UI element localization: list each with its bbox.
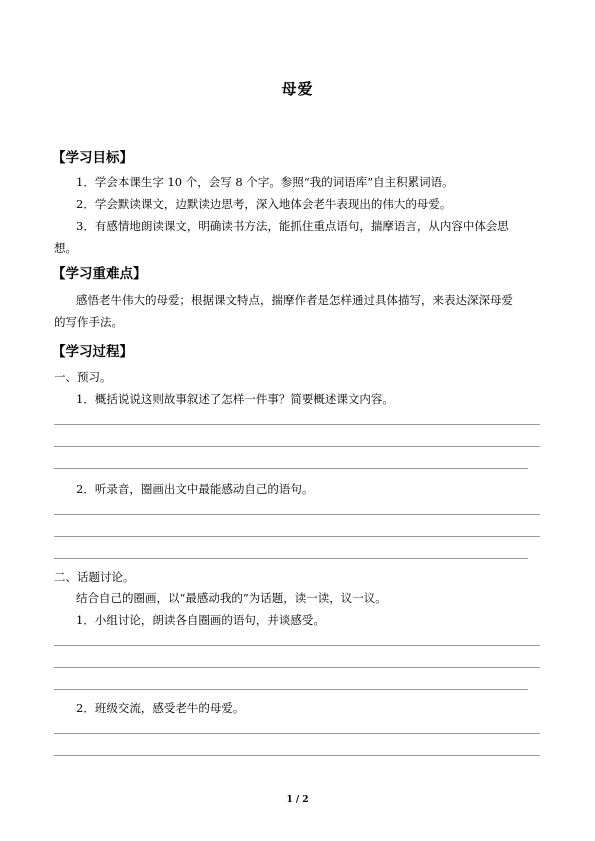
goal-item-2: 2．学会默读课文，边默读边思考，深入地体会老牛表现出的伟大的母爱。: [76, 197, 452, 211]
answer-line: [54, 424, 540, 425]
answer-line: [54, 667, 540, 668]
document-title: 母爱: [281, 80, 314, 98]
learning-process-heading: 【学习过程】: [52, 344, 133, 360]
answer-line: [54, 468, 528, 469]
answer-line: [54, 689, 528, 690]
answer-line: [54, 733, 540, 734]
answer-line: [54, 755, 540, 756]
key-points-heading: 【学习重难点】: [52, 266, 147, 282]
goal-item-1: 1．学会本课生字 10 个，会写 8 个字。参照“我的词语库”自主积累词语。: [76, 175, 454, 189]
answer-line: [54, 536, 540, 537]
goal-item-3: 3．有感情地朗读课文，明确读书方法，能抓住重点语句，揣摩语言，从内容中体会思: [76, 219, 509, 233]
learning-goals-heading: 【学习目标】: [52, 150, 133, 166]
part1-heading: 一、预习。: [54, 370, 112, 384]
part2-heading: 二、话题讨论。: [54, 570, 135, 584]
answer-line: [54, 558, 528, 559]
key-points-line-1: 感悟老牛伟大的母爱；根据课文特点，揣摩作者是怎样通过具体描写，来表达深深母爱: [76, 293, 513, 307]
page-number: 1 / 2: [286, 795, 309, 805]
key-points-line-2: 的写作手法。: [54, 315, 123, 329]
part2-question-1: 1．小组讨论，朗读各自圈画的语句，并谈感受。: [76, 613, 325, 627]
part2-question-2: 2．班级交流，感受老牛的母爱。: [76, 701, 245, 715]
answer-line: [54, 514, 540, 515]
answer-line: [54, 645, 540, 646]
part1-question-1: 1．概括说说这则故事叙述了怎样一件事？简要概述课文内容。: [76, 392, 394, 406]
part2-intro: 结合自己的圈画，以“最感动我的”为话题，读一读，议一议。: [76, 591, 387, 605]
answer-line: [54, 446, 540, 447]
part1-question-2: 2．听录音，圈画出文中最能感动自己的语句。: [76, 482, 314, 496]
goal-item-3-continuation: 想。: [54, 241, 77, 255]
